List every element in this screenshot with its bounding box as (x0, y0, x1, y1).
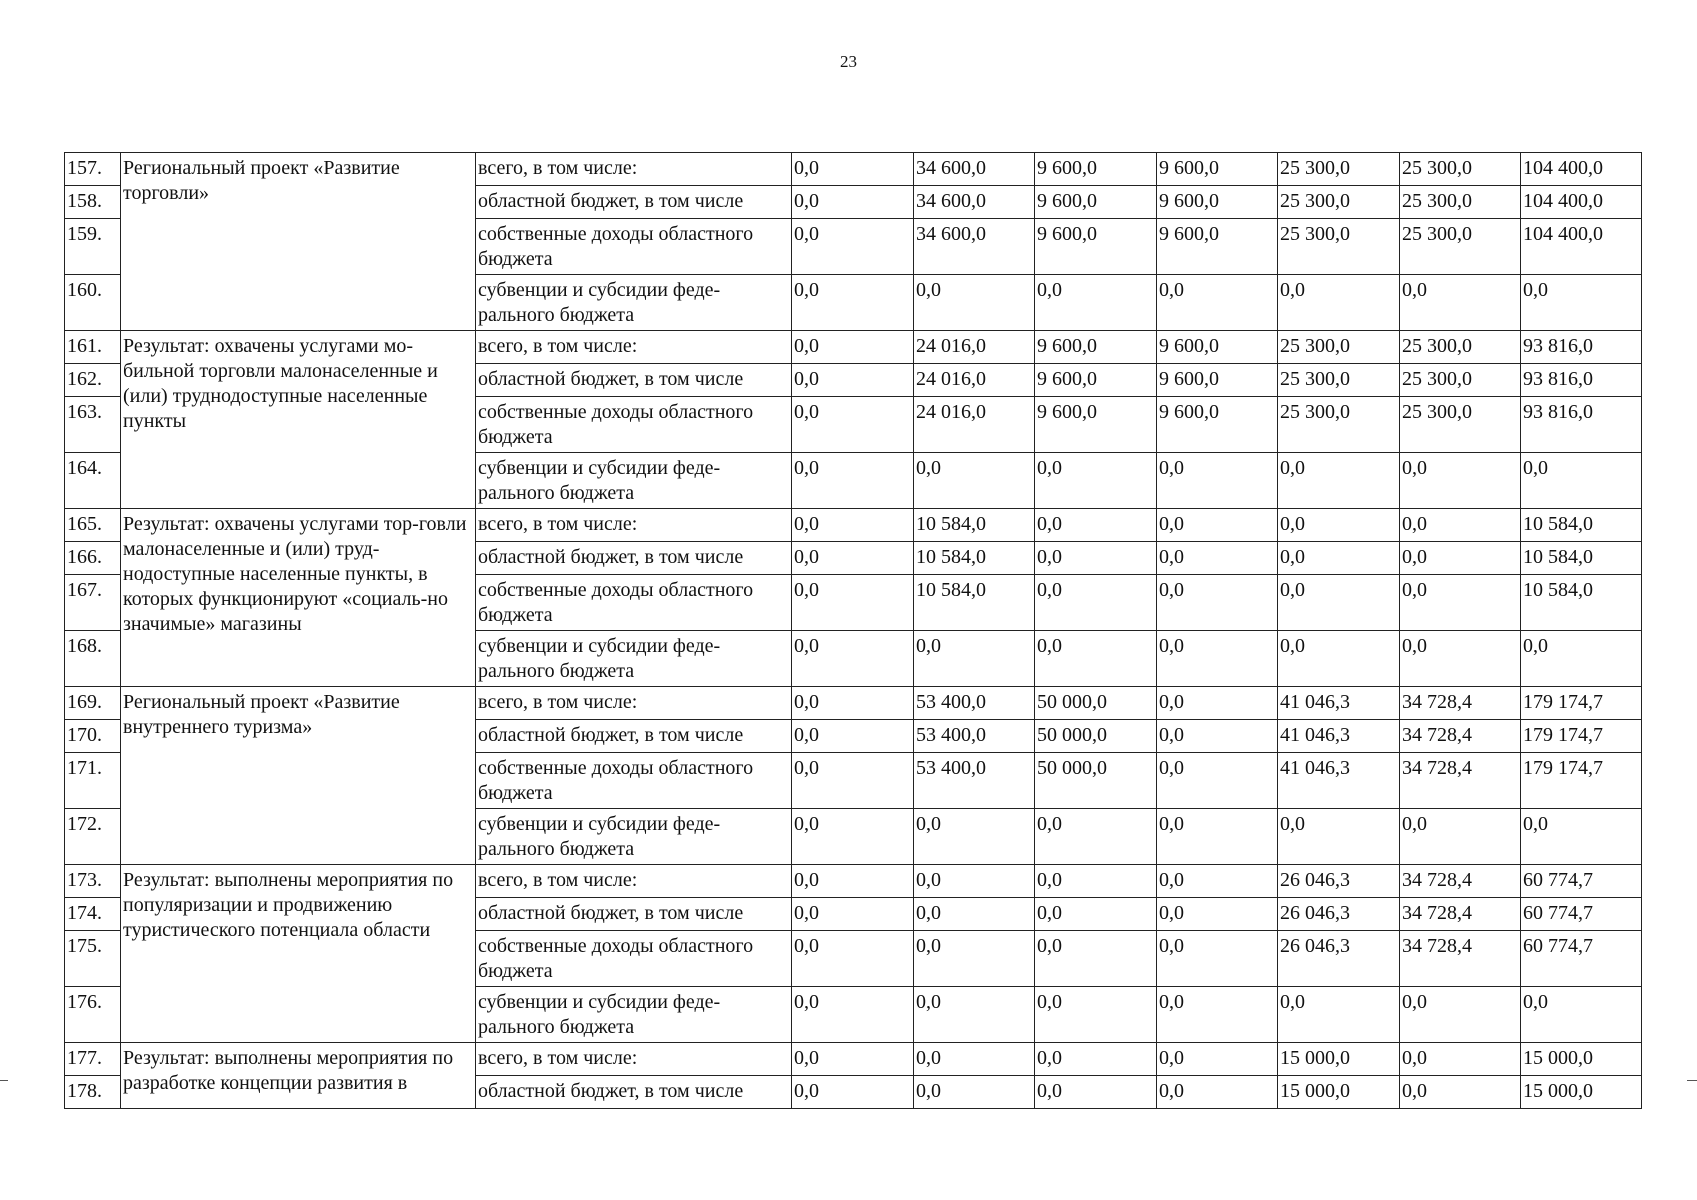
year-value: 0,0 (792, 397, 914, 453)
year-value: 0,0 (792, 687, 914, 720)
year-value: 0,0 (792, 931, 914, 987)
funding-source: областной бюджет, в том числе (476, 542, 792, 575)
year-value: 53 400,0 (914, 753, 1035, 809)
funding-source: субвенции и субсидии феде-рального бюджета (476, 275, 792, 331)
year-value: 9 600,0 (1035, 153, 1157, 186)
year-value: 0,0 (914, 987, 1035, 1043)
item-description: Результат: охвачены услугами мо-бильной торговли малонаселенные и (или) труднодоступные населенные пункты (121, 331, 476, 509)
year-value: 26 046,3 (1278, 898, 1400, 931)
row-number: 160. (65, 275, 121, 331)
row-number: 167. (65, 575, 121, 631)
row-number: 175. (65, 931, 121, 987)
year-value: 9 600,0 (1157, 331, 1278, 364)
year-value: 0,0 (792, 364, 914, 397)
year-value: 50 000,0 (1035, 753, 1157, 809)
year-value: 34 728,4 (1400, 720, 1521, 753)
funding-source: областной бюджет, в том числе (476, 898, 792, 931)
year-value: 0,0 (1035, 542, 1157, 575)
item-description: Результат: выполнены мероприятия по разработке концепции развития в (121, 1043, 476, 1109)
year-value: 0,0 (792, 753, 914, 809)
year-value: 0,0 (1400, 509, 1521, 542)
year-value: 9 600,0 (1157, 397, 1278, 453)
funding-source: собственные доходы областного бюджета (476, 931, 792, 987)
year-value: 15 000,0 (1278, 1043, 1400, 1076)
year-value: 0,0 (792, 542, 914, 575)
row-number: 177. (65, 1043, 121, 1076)
year-value: 24 016,0 (914, 331, 1035, 364)
year-value: 0,0 (792, 453, 914, 509)
funding-source: собственные доходы областного бюджета (476, 575, 792, 631)
item-description: Результат: охвачены услугами тор-говли малонаселенные и (или) труд-нодоступные населенные пункты, в которых функционируют «социаль-но значимые» магазины (121, 509, 476, 687)
item-description: Результат: выполнены мероприятия по популяризации и продвижению туристического потенциала области (121, 865, 476, 1043)
year-value: 0,0 (1278, 453, 1400, 509)
year-value: 0,0 (914, 1043, 1035, 1076)
table-row (65, 331, 1642, 364)
year-value: 9 600,0 (1035, 364, 1157, 397)
year-value: 0,0 (1157, 453, 1278, 509)
total-value: 0,0 (1521, 631, 1642, 687)
year-value: 0,0 (1035, 509, 1157, 542)
year-value: 26 046,3 (1278, 931, 1400, 987)
funding-source: областной бюджет, в том числе (476, 186, 792, 219)
year-value: 0,0 (1035, 1076, 1157, 1109)
funding-source: субвенции и субсидии феде-рального бюджета (476, 453, 792, 509)
total-value: 10 584,0 (1521, 509, 1642, 542)
row-number: 169. (65, 687, 121, 720)
row-number: 159. (65, 219, 121, 275)
year-value: 25 300,0 (1400, 219, 1521, 275)
funding-source: собственные доходы областного бюджета (476, 397, 792, 453)
funding-source: субвенции и субсидии феде-рального бюджета (476, 631, 792, 687)
funding-source: всего, в том числе: (476, 509, 792, 542)
year-value: 0,0 (1157, 987, 1278, 1043)
year-value: 25 300,0 (1400, 186, 1521, 219)
year-value: 9 600,0 (1035, 397, 1157, 453)
row-number: 157. (65, 153, 121, 186)
year-value: 41 046,3 (1278, 720, 1400, 753)
total-value: 104 400,0 (1521, 219, 1642, 275)
year-value: 0,0 (792, 1076, 914, 1109)
year-value: 0,0 (1157, 575, 1278, 631)
year-value: 10 584,0 (914, 542, 1035, 575)
funding-source: всего, в том числе: (476, 1043, 792, 1076)
year-value: 0,0 (914, 631, 1035, 687)
year-value: 0,0 (792, 898, 914, 931)
year-value: 0,0 (1035, 631, 1157, 687)
year-value: 0,0 (1400, 453, 1521, 509)
year-value: 34 728,4 (1400, 753, 1521, 809)
year-value: 0,0 (792, 865, 914, 898)
year-value: 0,0 (1278, 987, 1400, 1043)
year-value: 25 300,0 (1400, 364, 1521, 397)
year-value: 26 046,3 (1278, 865, 1400, 898)
year-value: 0,0 (792, 153, 914, 186)
year-value: 0,0 (1157, 753, 1278, 809)
year-value: 34 600,0 (914, 153, 1035, 186)
year-value: 0,0 (1035, 931, 1157, 987)
year-value: 53 400,0 (914, 687, 1035, 720)
year-value: 25 300,0 (1278, 331, 1400, 364)
row-number: 178. (65, 1076, 121, 1109)
total-value: 60 774,7 (1521, 931, 1642, 987)
year-value: 0,0 (1035, 1043, 1157, 1076)
row-number: 171. (65, 753, 121, 809)
row-number: 158. (65, 186, 121, 219)
funding-source: всего, в том числе: (476, 153, 792, 186)
year-value: 0,0 (792, 275, 914, 331)
row-number: 163. (65, 397, 121, 453)
year-value: 9 600,0 (1157, 364, 1278, 397)
year-value: 25 300,0 (1278, 153, 1400, 186)
year-value: 0,0 (1035, 987, 1157, 1043)
year-value: 0,0 (792, 987, 914, 1043)
year-value: 34 600,0 (914, 219, 1035, 275)
year-value: 0,0 (1035, 275, 1157, 331)
year-value: 0,0 (1157, 898, 1278, 931)
funding-source: всего, в том числе: (476, 687, 792, 720)
row-number: 174. (65, 898, 121, 931)
year-value: 0,0 (1035, 453, 1157, 509)
year-value: 0,0 (1278, 275, 1400, 331)
year-value: 0,0 (1157, 809, 1278, 865)
total-value: 93 816,0 (1521, 397, 1642, 453)
year-value: 34 728,4 (1400, 865, 1521, 898)
year-value: 41 046,3 (1278, 753, 1400, 809)
year-value: 41 046,3 (1278, 687, 1400, 720)
year-value: 0,0 (1035, 575, 1157, 631)
year-value: 9 600,0 (1035, 219, 1157, 275)
total-value: 0,0 (1521, 453, 1642, 509)
year-value: 0,0 (792, 720, 914, 753)
total-value: 0,0 (1521, 809, 1642, 865)
year-value: 0,0 (1157, 687, 1278, 720)
year-value: 0,0 (792, 186, 914, 219)
year-value: 0,0 (1157, 542, 1278, 575)
year-value: 0,0 (792, 219, 914, 275)
year-value: 0,0 (792, 331, 914, 364)
year-value: 0,0 (1278, 631, 1400, 687)
table-row (65, 153, 1642, 186)
row-number: 173. (65, 865, 121, 898)
year-value: 0,0 (792, 809, 914, 865)
year-value: 0,0 (1035, 865, 1157, 898)
row-number: 165. (65, 509, 121, 542)
year-value: 0,0 (1278, 809, 1400, 865)
year-value: 34 728,4 (1400, 931, 1521, 987)
year-value: 0,0 (792, 1043, 914, 1076)
year-value: 0,0 (914, 898, 1035, 931)
year-value: 0,0 (1157, 1043, 1278, 1076)
year-value: 0,0 (1157, 1076, 1278, 1109)
item-description: Региональный проект «Развитие торговли» (121, 153, 476, 331)
year-value: 0,0 (914, 931, 1035, 987)
year-value: 34 600,0 (914, 186, 1035, 219)
row-number: 176. (65, 987, 121, 1043)
year-value: 0,0 (792, 575, 914, 631)
row-number: 162. (65, 364, 121, 397)
funding-source: собственные доходы областного бюджета (476, 753, 792, 809)
year-value: 0,0 (914, 453, 1035, 509)
row-number: 164. (65, 453, 121, 509)
table-row (65, 865, 1642, 898)
year-value: 0,0 (1035, 898, 1157, 931)
year-value: 0,0 (792, 509, 914, 542)
funding-source: всего, в том числе: (476, 331, 792, 364)
year-value: 0,0 (1035, 809, 1157, 865)
total-value: 0,0 (1521, 275, 1642, 331)
year-value: 0,0 (1278, 542, 1400, 575)
margin-mark (1687, 1080, 1697, 1081)
total-value: 104 400,0 (1521, 186, 1642, 219)
total-value: 10 584,0 (1521, 575, 1642, 631)
year-value: 10 584,0 (914, 575, 1035, 631)
year-value: 0,0 (1400, 1043, 1521, 1076)
table-row (65, 1043, 1642, 1076)
year-value: 9 600,0 (1035, 331, 1157, 364)
year-value: 9 600,0 (1035, 186, 1157, 219)
year-value: 25 300,0 (1278, 364, 1400, 397)
total-value: 179 174,7 (1521, 720, 1642, 753)
year-value: 15 000,0 (1278, 1076, 1400, 1109)
funding-source: всего, в том числе: (476, 865, 792, 898)
total-value: 60 774,7 (1521, 865, 1642, 898)
year-value: 24 016,0 (914, 397, 1035, 453)
year-value: 25 300,0 (1400, 331, 1521, 364)
year-value: 50 000,0 (1035, 687, 1157, 720)
total-value: 93 816,0 (1521, 364, 1642, 397)
funding-source: субвенции и субсидии феде-рального бюджета (476, 987, 792, 1043)
year-value: 25 300,0 (1400, 397, 1521, 453)
row-number: 168. (65, 631, 121, 687)
year-value: 0,0 (914, 1076, 1035, 1109)
year-value: 0,0 (1400, 631, 1521, 687)
year-value: 34 728,4 (1400, 687, 1521, 720)
funding-source: областной бюджет, в том числе (476, 720, 792, 753)
year-value: 24 016,0 (914, 364, 1035, 397)
year-value: 0,0 (1157, 275, 1278, 331)
year-value: 25 300,0 (1400, 153, 1521, 186)
year-value: 0,0 (1400, 542, 1521, 575)
table-row (65, 509, 1642, 542)
page-number: 23 (840, 52, 857, 71)
year-value: 25 300,0 (1278, 397, 1400, 453)
funding-source: областной бюджет, в том числе (476, 1076, 792, 1109)
year-value: 0,0 (1400, 987, 1521, 1043)
total-value: 179 174,7 (1521, 753, 1642, 809)
budget-table (64, 152, 1642, 1109)
total-value: 179 174,7 (1521, 687, 1642, 720)
year-value: 9 600,0 (1157, 186, 1278, 219)
year-value: 0,0 (1157, 865, 1278, 898)
row-number: 172. (65, 809, 121, 865)
year-value: 0,0 (914, 809, 1035, 865)
year-value: 50 000,0 (1035, 720, 1157, 753)
year-value: 0,0 (1278, 575, 1400, 631)
item-description: Региональный проект «Развитие внутреннего туризма» (121, 687, 476, 865)
total-value: 93 816,0 (1521, 331, 1642, 364)
year-value: 9 600,0 (1157, 153, 1278, 186)
year-value: 0,0 (1157, 931, 1278, 987)
row-number: 170. (65, 720, 121, 753)
year-value: 0,0 (1400, 575, 1521, 631)
year-value: 9 600,0 (1157, 219, 1278, 275)
year-value: 25 300,0 (1278, 186, 1400, 219)
total-value: 15 000,0 (1521, 1043, 1642, 1076)
table-row (65, 687, 1642, 720)
year-value: 25 300,0 (1278, 219, 1400, 275)
total-value: 104 400,0 (1521, 153, 1642, 186)
total-value: 15 000,0 (1521, 1076, 1642, 1109)
year-value: 0,0 (1400, 1076, 1521, 1109)
total-value: 0,0 (1521, 987, 1642, 1043)
year-value: 0,0 (792, 631, 914, 687)
year-value: 34 728,4 (1400, 898, 1521, 931)
margin-mark (0, 1080, 8, 1081)
row-number: 166. (65, 542, 121, 575)
funding-source: областной бюджет, в том числе (476, 364, 792, 397)
funding-source: собственные доходы областного бюджета (476, 219, 792, 275)
year-value: 53 400,0 (914, 720, 1035, 753)
funding-source: субвенции и субсидии феде-рального бюджета (476, 809, 792, 865)
year-value: 0,0 (1400, 809, 1521, 865)
row-number: 161. (65, 331, 121, 364)
year-value: 10 584,0 (914, 509, 1035, 542)
year-value: 0,0 (914, 275, 1035, 331)
total-value: 60 774,7 (1521, 898, 1642, 931)
year-value: 0,0 (914, 865, 1035, 898)
year-value: 0,0 (1400, 275, 1521, 331)
year-value: 0,0 (1157, 720, 1278, 753)
year-value: 0,0 (1157, 509, 1278, 542)
year-value: 0,0 (1157, 631, 1278, 687)
year-value: 0,0 (1278, 509, 1400, 542)
total-value: 10 584,0 (1521, 542, 1642, 575)
